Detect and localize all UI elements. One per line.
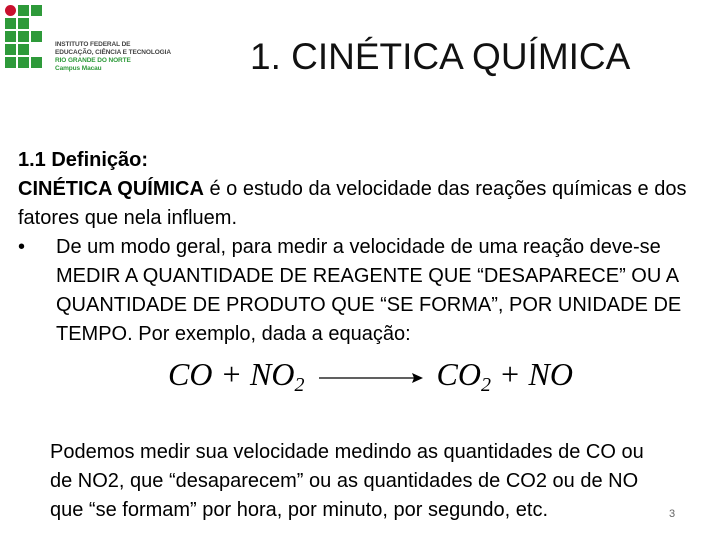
logo-text bbox=[55, 41, 171, 73]
section-heading: 1.1 Definição: bbox=[18, 149, 149, 171]
explanation-paragraph: Podemos medir sua velocidade medindo as quantidades de CO ou de NO2, que “desaparecem” ou as quantidades de CO2 ou de NO que “se formam” por hora, por minuto, por segundo, etc. bbox=[50, 441, 644, 521]
definition bbox=[18, 175, 688, 233]
reactant-2: NO bbox=[250, 356, 295, 392]
logo-line-3: RIO GRANDE DO NORTE bbox=[55, 57, 131, 64]
plus-sign-1: + bbox=[212, 356, 251, 392]
slide-body bbox=[18, 146, 688, 349]
logo-line-1: INSTITUTO FEDERAL DE bbox=[55, 41, 131, 48]
bullet-symbol: • bbox=[18, 236, 26, 258]
product-2: NO bbox=[528, 356, 573, 392]
logo-line-4: Campus Macau bbox=[55, 65, 102, 72]
logo-line-2: EDUCAÇÃO, CIÊNCIA E TECNOLOGIA bbox=[55, 49, 171, 56]
reactant-2-subscript: 2 bbox=[294, 374, 305, 396]
bullet-item bbox=[18, 233, 688, 349]
institution-logo bbox=[5, 5, 180, 75]
reactant-1: CO bbox=[168, 356, 213, 392]
chemical-equation bbox=[168, 356, 573, 397]
bullet-text: De um modo geral, para medir a velocidade de uma reação deve-se MEDIR A QUANTIDADE DE REAGENTE QUE “DESAPARECE” OU A QUANTIDADE DE PRODUTO QUE “SE FORMA”, POR UNIDADE DE TEMPO. Por exemplo, dada a equação: bbox=[56, 236, 682, 345]
reaction-arrow-icon bbox=[317, 371, 425, 385]
page-number: 3 bbox=[669, 508, 676, 520]
logo-mark bbox=[5, 5, 53, 75]
slide-title: 1. CINÉTICA QUÍMICA bbox=[250, 36, 631, 77]
definition-text: é o estudo da velocidade das reações químicas e dos fatores que nela influem. bbox=[18, 178, 687, 229]
product-1-subscript: 2 bbox=[480, 374, 491, 396]
plus-sign-2: + bbox=[490, 356, 529, 392]
product-1: CO bbox=[436, 356, 481, 392]
definition-term: CINÉTICA QUÍMICA bbox=[18, 178, 204, 200]
